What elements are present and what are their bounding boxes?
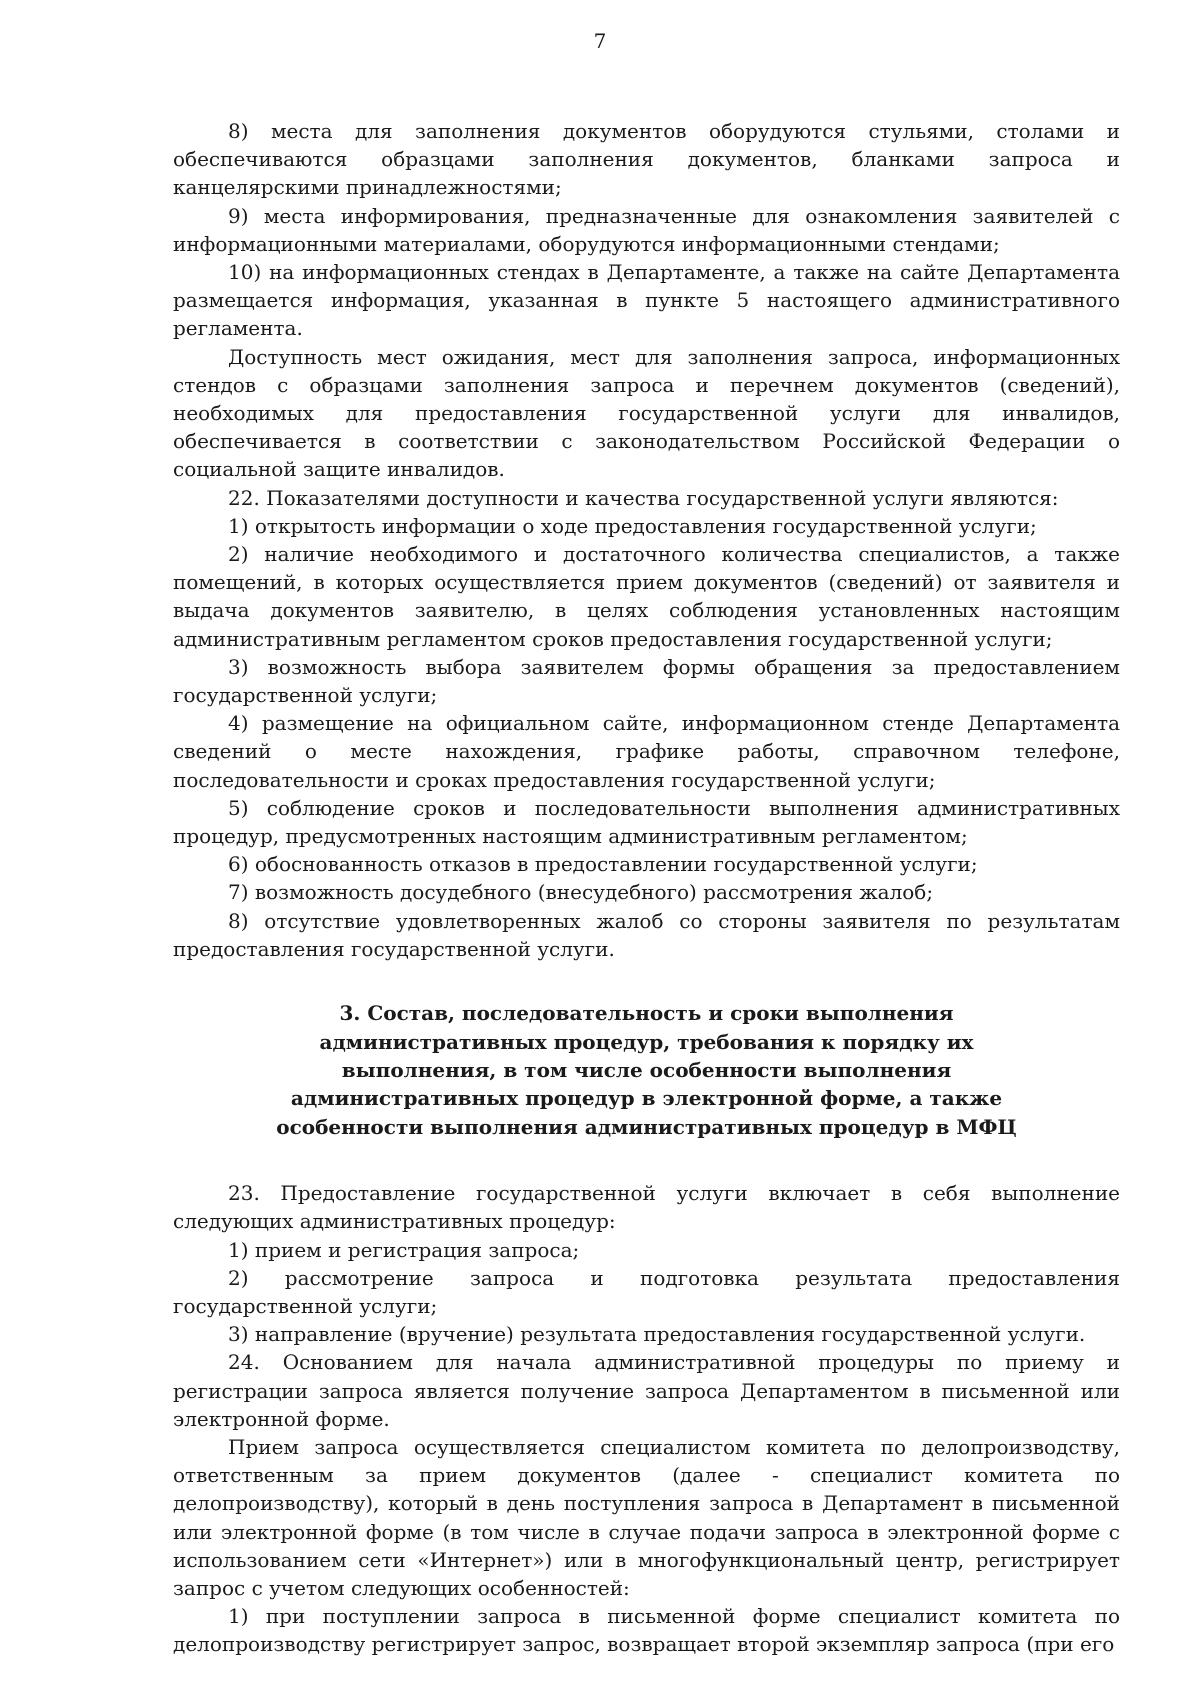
document-body xyxy=(173,117,1120,1659)
section-heading-line: особенности выполнения административных процедур в МФЦ xyxy=(276,1114,1017,1139)
paragraph: 2) рассмотрение запроса и подготовка результата предоставления государственной услуги; xyxy=(173,1265,1120,1318)
page-number: 7 xyxy=(593,29,607,53)
section-heading-line: 3. Состав, последовательность и сроки выполнения xyxy=(339,1001,954,1026)
section-heading-line: административных процедур в электронной форме, а также xyxy=(290,1086,1003,1111)
paragraph: 1) при поступлении запроса в письменной форме специалист комитета по делопроизводству регистрирует запрос, возвращает второй экземпляр запроса (при его xyxy=(173,1604,1120,1657)
paragraphs-after xyxy=(173,1179,1120,1658)
section-heading-line: выполнения, в том числе особенности выполнения xyxy=(341,1057,952,1082)
paragraph: 9) места информирования, предназначенные для ознакомления заявителей с информационными материалами, оборудуются информационными стендами; xyxy=(173,203,1120,256)
paragraph: 6) обоснованность отказов в предоставлении государственной услуги; xyxy=(228,852,978,877)
paragraph: Доступность мест ожидания, мест для заполнения запроса, информационных стендов с образцами заполнения запроса и перечнем документов (сведений), необходимых для предоставления государственной услуги для инвалидов, обеспечивается в соответствии с законодательством Российской Федерации о социальной защите инвалидов. xyxy=(173,344,1120,482)
paragraph: 4) размещение на официальном сайте, информационном стенде Департамента сведений о месте нахождения, графике работы, справочном телефоне, последовательности и сроках предоставления государственной услуги; xyxy=(173,711,1120,792)
paragraph: 3) возможность выбора заявителем формы обращения за предоставлением государственной услуги; xyxy=(173,654,1120,708)
paragraph: 1) прием и регистрация запроса; xyxy=(228,1237,580,1262)
paragraph: 5) соблюдение сроков и последовательности выполнения административных процедур, предусмотренных настоящим административным регламентом; xyxy=(173,795,1120,849)
section-heading-line: административных процедур, требования к порядку их xyxy=(319,1029,974,1054)
section-heading xyxy=(173,999,1120,1141)
paragraph: 23. Предоставление государственной услуги включает в себя выполнение следующих административных процедур: xyxy=(173,1181,1120,1234)
paragraph: 8) места для заполнения документов оборудуются стульями, столами и обеспечиваются образцами заполнения документов, бланками запроса и канцелярскими принадлежностями; xyxy=(173,119,1120,200)
paragraph: 1) открытость информации о ходе предоставления государственной услуги; xyxy=(228,513,1037,538)
paragraph: 24. Основанием для начала административной процедуры по приему и регистрации запроса является получение запроса Департаментом в письменной или электронной форме. xyxy=(173,1350,1120,1431)
paragraph: Прием запроса осуществляется специалистом комитета по делопроизводству, ответственным за прием документов (далее - специалист комитета по делопроизводству), который в день поступления запроса в Департамент в письменной или электронной форме (в том числе в случае подачи запроса в электронной форме с использованием сети «Интернет») или в многофункциональный центр, регистрирует запрос с учетом следующих особенностей: xyxy=(173,1434,1120,1600)
paragraph: 7) возможность досудебного (внесудебного) рассмотрения жалоб; xyxy=(228,880,934,905)
paragraph: 10) на информационных стендах в Департаменте, а также на сайте Департамента размещается информация, указанная в пункте 5 настоящего административного регламента. xyxy=(173,260,1120,341)
paragraph: 2) наличие необходимого и достаточного количества специалистов, а также помещений, в которых осуществляется прием документов (сведений) от заявителя и выдача документов заявителю, в целях соблюдения установленных настоящим административным регламентом сроков предоставления государственной услуги; xyxy=(173,542,1120,651)
paragraph: 8) отсутствие удовлетворенных жалоб со стороны заявителя по результатам предоставления государственной услуги. xyxy=(173,908,1120,961)
paragraph: 22. Показателями доступности и качества государственной услуги являются: xyxy=(228,485,1059,510)
paragraph: 3) направление (вручение) результата предоставления государственной услуги. xyxy=(228,1322,1086,1347)
paragraphs-before xyxy=(173,117,1120,963)
